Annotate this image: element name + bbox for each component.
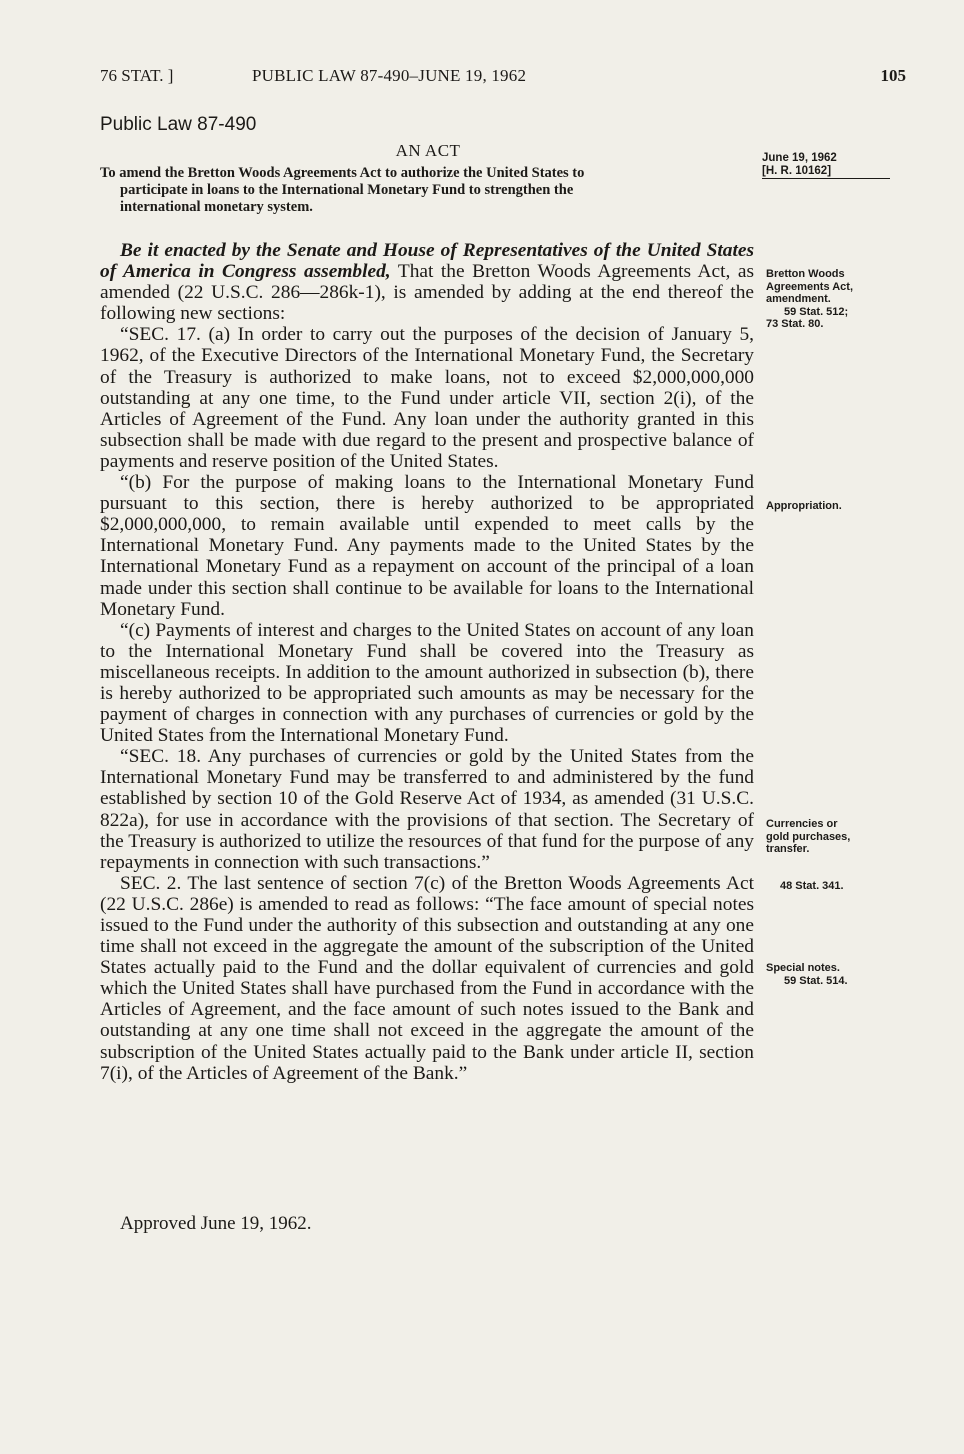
header-title: PUBLIC LAW 87-490–JUNE 19, 1962 <box>252 66 527 85</box>
paragraph-sec17c: “(c) Payments of interest and charges to the United States on account of any loan to the International Monetary Fund shall be covered into the Treasury as miscellaneous receipts. In addition to the amount authorized in subsection (b), there is hereby authorized to be appropriated such amounts as may be necessary for the payment of charges in connection with any purchases of currencies or gold by the United States from the International Monetary Fund. <box>100 619 754 747</box>
paragraph-sec18: “SEC. 18. Any purchases of currencies or gold by the United States from the International Monetary Fund may be transferred to and administered by the fund established by section 10 of the Gold Reserve Act of 1934, as amended (31 U.S.C. 822a), for use in accordance with the provisions of that section. The Secretary of the Treasury is authorized to utilize the resources of that fund for the purpose of any repayments in connection with such transactions.” <box>100 746 754 873</box>
purpose-line-1: To amend the Bretton Woods Agreements Act to authorize the United States to <box>100 165 585 181</box>
running-header <box>100 66 906 90</box>
margin-special-1: Special notes. <box>766 962 840 974</box>
margin-bretton-1: Bretton Woods <box>766 268 845 280</box>
act-body <box>100 240 754 1084</box>
paragraph-sec17a: “SEC. 17. (a) In order to carry out the purposes of the decision of January 5, 1962, of the Executive Directors of the International Monetary Fund, the Secretary of the Treasury is authorized to make loans, not to exceed $2,000,000,000 outstanding at any one time, to the Fund under article VII, section 2(i), of the Articles of Agreement of the Fund. Any loan under the authority granted in this subsection shall be made with due regard to the present and prospective balance of payments and reserve position of the United States. <box>100 324 754 472</box>
bill-number: [H. R. 10162] <box>762 165 890 179</box>
margin-note-currencies <box>766 818 902 856</box>
act-purpose <box>100 165 756 216</box>
margin-note-appropriation: Appropriation. <box>766 500 842 512</box>
margin-bretton-3: amendment. <box>766 293 831 305</box>
margin-note-bretton <box>766 268 902 331</box>
margin-bretton-stat-2: 73 Stat. 80. <box>766 318 824 330</box>
margin-note-48-stat: 48 Stat. 341. <box>780 880 844 892</box>
margin-bretton-2: Agreements Act, <box>766 280 854 293</box>
paragraph-sec17b: “(b) For the purpose of making loans to the International Monetary Fund pursuant to this section, there is hereby authorized to be appropriated $2,000,000,000, to remain available until expended to meet calls by the International Monetary Fund. Any payments made to the United States by the International Monetary Fund as a repayment on account of the principal of a loan made under this section shall continue to be available for loans to the International Monetary Fund. <box>100 472 754 620</box>
enacting-clause: Be it enacted by the Senate and House of Representatives of the United States of America in Congress assembled, <box>100 240 754 283</box>
enacting-rest: That the Bretton Woods Agreements Act, as amended (22 U.S.C. 286—286k-1), is amended by adding at the end thereof the following new sections: <box>100 261 754 325</box>
purpose-line-2: participate in loans to the International Monetary Fund to strengthen the <box>120 182 574 198</box>
margin-bretton-stat-1: 59 Stat. 512; <box>784 305 849 318</box>
margin-special-2: 59 Stat. 514. <box>784 974 848 987</box>
margin-note-special-notes <box>766 962 902 987</box>
law-title: Public Law 87-490 <box>100 114 257 135</box>
margin-currencies-3: transfer. <box>766 843 810 855</box>
paragraph-enacting <box>100 240 754 324</box>
enactment-date: June 19, 1962 <box>762 152 837 164</box>
page-number: 105 <box>880 66 906 85</box>
margin-currencies-2: gold purchases, <box>766 830 851 843</box>
act-heading: AN ACT <box>395 141 461 160</box>
date-bill-note <box>762 152 892 179</box>
approval-line: Approved June 19, 1962. <box>120 1213 312 1234</box>
margin-currencies-1: Currencies or <box>766 818 838 830</box>
volume-citation: 76 STAT. ] <box>100 66 174 85</box>
paragraph-sec2: SEC. 2. The last sentence of section 7(c) of the Bretton Woods Agreements Act (22 U.S.C. 286e) is amended to read as follows: “The face amount of special notes issued to the Fund under the authority of this subsection and outstanding at any one time shall not exceed in the aggregate the amount of the subscription of the United States actually paid to the Fund and the dollar equivalent of currencies and gold which the United States shall have purchased from the Fund in accordance with the Articles of Agreement, and the face amount of such notes issued to the Bank and outstanding at any one time shall not exceed in the aggregate the amount of the subscription of the United States actually paid to the Bank under article II, section 7(i), of the Articles of Agreement of the Bank.” <box>100 872 754 1084</box>
purpose-line-3: international monetary system. <box>120 199 313 215</box>
